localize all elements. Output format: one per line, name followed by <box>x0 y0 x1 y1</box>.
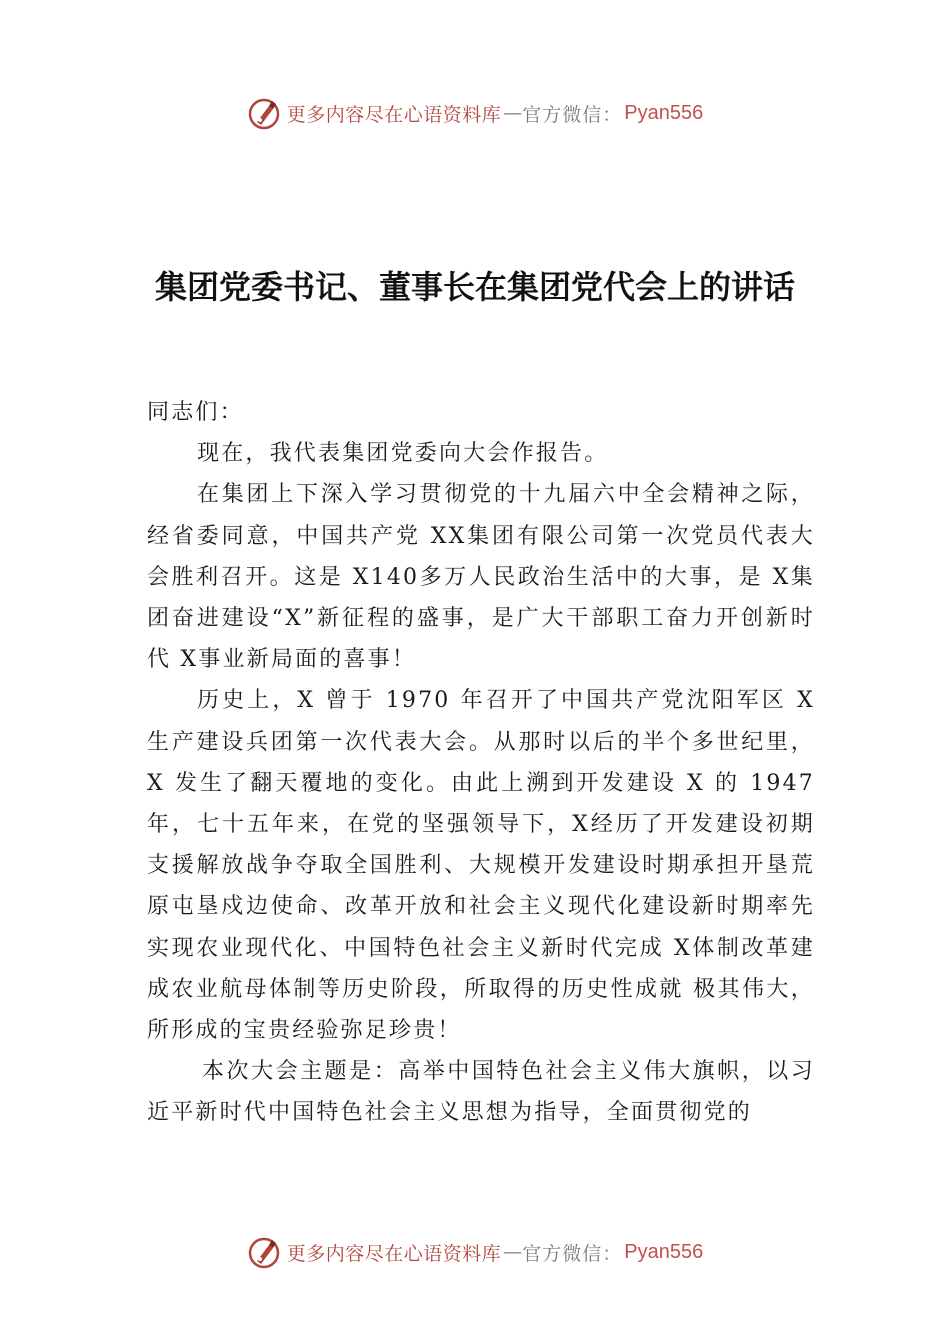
banner-wechat-label: 官方微信： <box>522 103 623 126</box>
pen-logo-icon <box>247 96 281 130</box>
banner-wechat-label: 官方微信： <box>522 1242 623 1265</box>
paragraph: 本次大会主题是：高举中国特色社会主义伟大旗帜，以习近平新时代中国特色社会主义思想为指导，全面贯彻党的 <box>147 1059 815 1126</box>
document-title: 集团党委书记、董事长在集团党代会上的讲话 <box>154 268 795 306</box>
document-body <box>147 392 815 1134</box>
banner-text: 更多内容尽在心语资料库 <box>286 103 502 126</box>
banner-text: 更多内容尽在心语资料库 <box>286 1242 502 1265</box>
paragraph: 在集团上下深入学习贯彻党的十九届六中全会精神之际，经省委同意，中国共产党 XX集团有限公司第一次党员代表大会胜利召开。这是 X140多万人民政治生活中的大事，是 X集团奋进建设“X”新征程的盛事，是广大干部职工奋力开创新时代 X事业新局面的喜事！ <box>147 482 815 673</box>
pen-logo-icon <box>247 1235 281 1269</box>
footer-banner <box>0 1232 950 1272</box>
banner-wechat-id: Pyan556 <box>624 101 704 124</box>
paragraph: 现在，我代表集团党委向大会作报告。 <box>197 441 609 467</box>
banner-separator: — <box>503 1241 523 1263</box>
header-banner <box>0 93 950 133</box>
salutation: 同志们： <box>147 400 244 425</box>
banner-wechat-id: Pyan556 <box>624 1240 704 1263</box>
banner-separator: — <box>503 102 523 124</box>
paragraph: 历史上，X 曾于 1970 年召开了中国共产党沈阳军区 X 生产建设兵团第一次代表大会。从那时以后的半个多世纪里，X 发生了翻天覆地的变化。由此上溯到开发建设 X 的 1947 年，七十五年来，在党的坚强领导下，X经历了开发建设初期支援解放战争夺取全国胜利、大规模开发建设时期承担开垦荒原屯垦戍边使命、改革开放和社会主义现代化建设新时期率先实现农业现代化、中国特色社会主义新时代完成 X体制改革建成农业航母体制等历史阶段，所取得的历史性成就 极其伟大，所形成的宝贵经验弥足珍贵！ <box>147 688 815 1044</box>
